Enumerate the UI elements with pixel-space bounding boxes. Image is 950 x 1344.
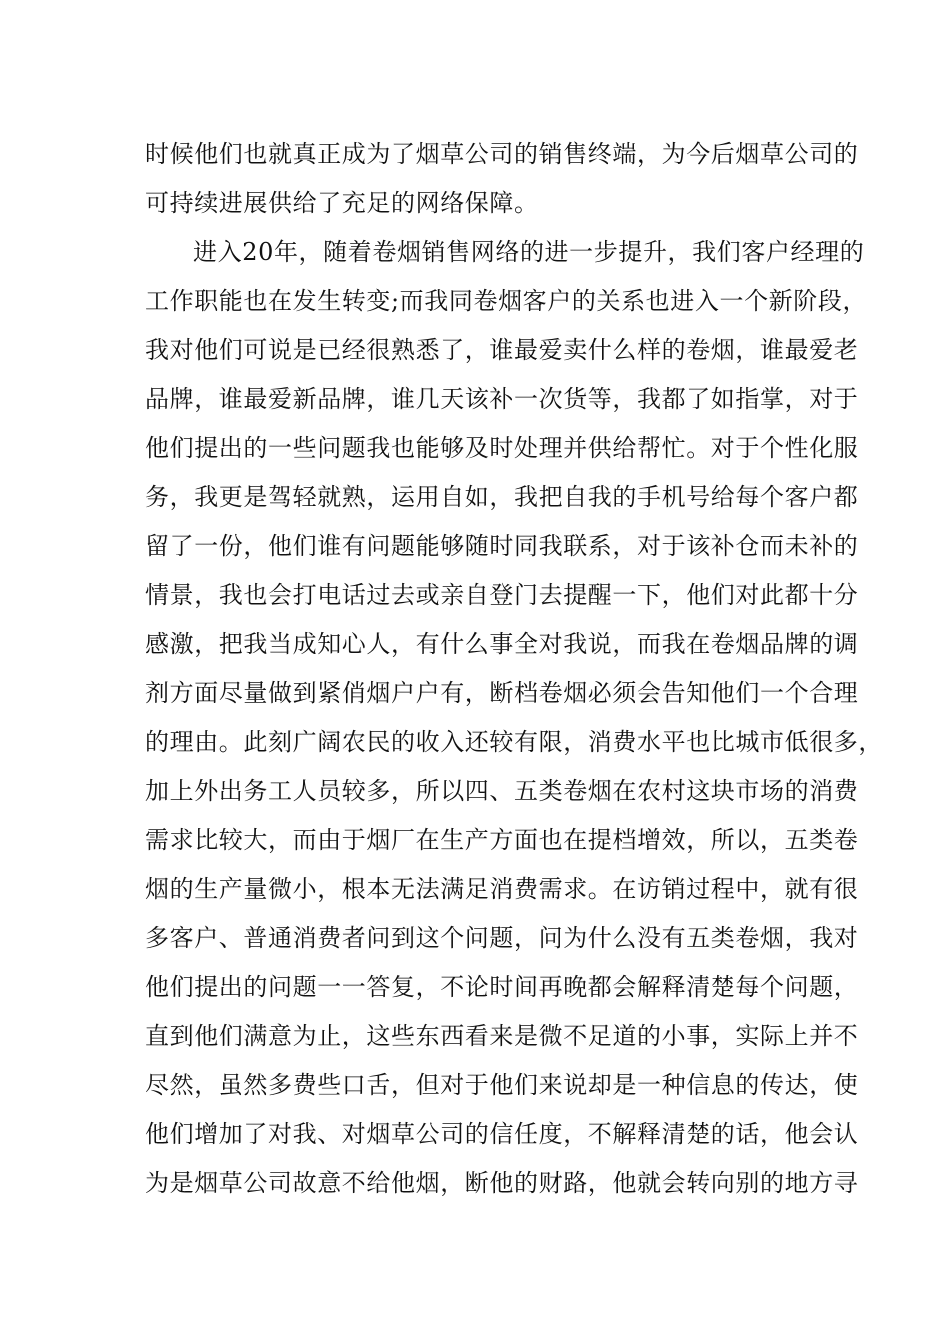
text-line: 留了一份，他们谁有问题能够随时同我联系，对于该补仓而未补的 — [145, 532, 859, 560]
text-line: 他们提出的一些问题我也能够及时处理并供给帮忙。对于个性化服 — [145, 434, 859, 462]
text-line: 直到他们满意为止，这些东西看来是微不足道的小事，实际上并不 — [145, 1022, 859, 1050]
text-line: 他们提出的问题一一答复，不论时间再晚都会解释清楚每个问题， — [145, 973, 859, 1001]
text-line: 工作职能也在发生转变;而我同卷烟客户的关系也进入一个新阶段， — [145, 287, 868, 315]
text-line: 剂方面尽量做到紧俏烟户户有，断档卷烟必须会告知他们一个合理 — [145, 679, 859, 707]
text-line: 我对他们可说是已经很熟悉了，谁最爱卖什么样的卷烟，谁最爱老 — [145, 336, 859, 364]
text-line: 为是烟草公司故意不给他烟，断他的财路，他就会转向别的地方寻 — [145, 1169, 859, 1197]
text-line: 感激，把我当成知心人，有什么事全对我说，而我在卷烟品牌的调 — [145, 630, 859, 658]
text-line: 需求比较大，而由于烟厂在生产方面也在提档增效，所以，五类卷 — [145, 826, 859, 854]
text-line: 的理由。此刻广阔农民的收入还较有限，消费水平也比城市低很多， — [145, 728, 883, 756]
text-line: 烟的生产量微小，根本无法满足消费需求。在访销过程中，就有很 — [145, 875, 859, 903]
text-line: 多客户、普通消费者问到这个问题，问为什么没有五类卷烟，我对 — [145, 924, 859, 952]
text-line: 品牌，谁最爱新品牌，谁几天该补一次货等，我都了如指掌，对于 — [145, 385, 859, 413]
text-line: 时候他们也就真正成为了烟草公司的销售终端，为今后烟草公司的 — [145, 140, 859, 168]
text-line: 尽然，虽然多费些口舌，但对于他们来说却是一种信息的传达，使 — [145, 1071, 859, 1099]
text-line: 他们增加了对我、对烟草公司的信任度，不解释清楚的话，他会认 — [145, 1120, 859, 1148]
text-line: 加上外出务工人员较多，所以四、五类卷烟在农村这块市场的消费 — [145, 777, 859, 805]
body-text — [145, 130, 883, 1208]
text-line: 情景，我也会打电话过去或亲自登门去提醒一下，他们对此都十分 — [145, 581, 859, 609]
text-line: 务，我更是驾轻就熟，运用自如，我把自我的手机号给每个客户都 — [145, 483, 859, 511]
paragraph-first-line: 进入20年，随着卷烟销售网络的进一步提升，我们客户经理的 — [193, 238, 865, 266]
text-line: 可持续进展供给了充足的网络保障。 — [145, 189, 539, 217]
